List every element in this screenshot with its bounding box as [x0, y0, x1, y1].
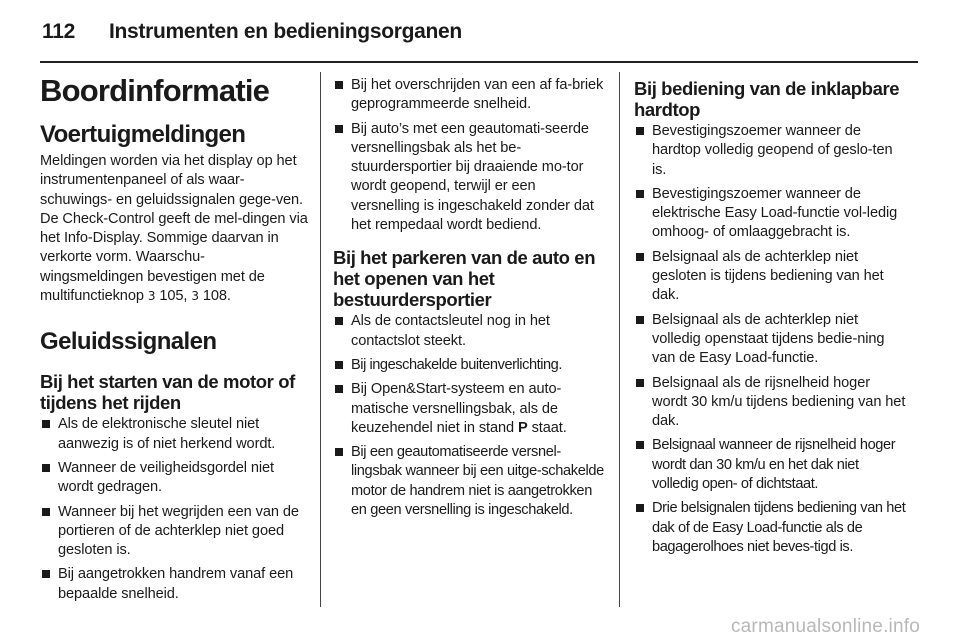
column-divider-1	[320, 72, 321, 607]
column-2	[333, 72, 605, 525]
bullet-square-icon	[335, 361, 343, 369]
ref-arrow-icon[interactable]: 3	[191, 289, 199, 304]
list-item: Belsignaal als de achterklep niet gesloten is tijdens bediening van het dak.	[634, 248, 906, 306]
bullet-square-icon	[42, 570, 50, 578]
page-number: 112	[42, 20, 75, 43]
bullet-square-icon	[636, 316, 644, 324]
list-item: Belsignaal als de achterklep niet volledig openstaat tijdens bedie-ning van de Easy Load-functie.	[634, 311, 906, 369]
list-item: Belsignaal wanneer de rijsnelheid hoger wordt dan 30 km/u en het dak niet volledig open- of dichtstaat.	[634, 436, 906, 494]
list-item: Bij auto’s met een geautomati-seerde versnellingsbak als het be-stuurdersportier bij draaiende mo-tor wordt geopend, terwijl er een versnelling is ingeschakeld zonder dat het rempedaal wordt bediend.	[333, 120, 605, 236]
section-title-vehicle-messages: Voertuigmeldingen	[40, 121, 246, 148]
bullet-square-icon	[42, 508, 50, 516]
bullet-square-icon	[335, 81, 343, 89]
page-header	[42, 20, 462, 50]
bullet-square-icon	[636, 127, 644, 135]
bullet-square-icon	[636, 441, 644, 449]
subsection-title-parking: Bij het parkeren van de auto en het openen van het bestuurdersportier	[333, 247, 596, 311]
bullet-square-icon	[335, 125, 343, 133]
list-item: Belsignaal als de rijsnelheid hoger wordt 30 km/u tijdens bediening van het dak.	[634, 374, 906, 432]
bullet-square-icon	[335, 448, 343, 456]
speed-list	[333, 76, 605, 235]
list-item: Bevestigingszoemer wanneer de hardtop volledig geopend of geslo-ten is.	[634, 122, 906, 180]
page-ref-1[interactable]: 105	[159, 288, 184, 305]
parking-list	[333, 312, 605, 520]
list-item: Drie belsignalen tijdens bediening van het dak of de Easy Load-functie als de bagagerolhoes niet beves-tigd is.	[634, 499, 906, 557]
header-rule	[40, 61, 918, 63]
section-title-sound-signals: Geluidssignalen	[40, 328, 217, 356]
list-item: Als de elektronische sleutel niet aanwezig is of niet herkend wordt.	[40, 415, 308, 454]
bullet-square-icon	[636, 504, 644, 512]
page-ref-2[interactable]: 108	[202, 288, 227, 305]
bullet-square-icon	[636, 379, 644, 387]
list-item: Bij ingeschakelde buitenverlichting.	[333, 356, 605, 375]
list-item: Bij Open&Start-systeem en auto-matische versnellingsbak, als de keuzehendel niet in stand P staat.	[333, 380, 605, 438]
list-item: Bij het overschrijden van een af fa-briek geprogrammeerde snelheid.	[333, 76, 605, 115]
bullet-square-icon	[335, 385, 343, 393]
list-item: Als de contactsleutel nog in het contactslot steekt.	[333, 312, 605, 351]
chapter-title: Instrumenten en bedieningsorganen	[108, 20, 462, 43]
list-item: Bij aangetrokken handrem vanaf een bepaalde snelheid.	[40, 565, 308, 604]
subsection-title-hardtop: Bij bediening van de inklapbare hardtop	[634, 78, 900, 120]
column-3	[634, 72, 906, 562]
hardtop-list	[634, 122, 906, 557]
column-divider-2	[619, 72, 620, 607]
vehicle-messages-paragraph: Meldingen worden via het display op het instrumentenpaneel of als waar-schuwings- en geluidssignalen gege-ven. De Check-Control geeft de mel-dingen via het Info-Display. Sommige daarvan in verkorte vorm. Waarschu-wingsmeldingen bevestigen met de multifunctieknop 3 105, 3 108.	[40, 153, 308, 305]
bullet-square-icon	[636, 190, 644, 198]
subsection-title-engine-start: Bij het starten van de motor of tijdens het rijden	[40, 371, 295, 414]
page-title: Boordinformatie	[40, 73, 270, 108]
list-item: Bij een geautomatiseerde versnel-lingsbak wanneer bij een uitge-schakelde motor de handrem niet is aangetrokken en geen versnelling is ingeschakeld.	[333, 443, 605, 520]
engine-start-list	[40, 415, 308, 604]
bullet-square-icon	[42, 464, 50, 472]
column-1	[40, 72, 308, 609]
list-item: Bevestigingszoemer wanneer de elektrische Easy Load-functie vol-ledig omhoog- of omlaaggebracht is.	[634, 185, 906, 243]
gear-position-p: P	[517, 419, 528, 436]
bullet-square-icon	[636, 253, 644, 261]
bullet-square-icon	[42, 420, 50, 428]
list-item: Wanneer de veiligheidsgordel niet wordt gedragen.	[40, 459, 308, 498]
watermark: carmanualsonline.info	[730, 616, 920, 637]
vehicle-messages-text: Meldingen worden via het display op het instrumentenpaneel of als waar-schuwings- en geluidssignalen gege-ven. De Check-Control geeft de mel-dingen via het Info-Display. Sommige daarvan in verkorte vorm. Waarschu-wingsmeldingen bevestigen met de multifunctieknop	[40, 153, 308, 305]
list-item: Wanneer bij het wegrijden een van de portieren of de achterklep niet goed gesloten is.	[40, 503, 308, 561]
bullet-square-icon	[335, 317, 343, 325]
ref-arrow-icon[interactable]: 3	[147, 289, 156, 304]
